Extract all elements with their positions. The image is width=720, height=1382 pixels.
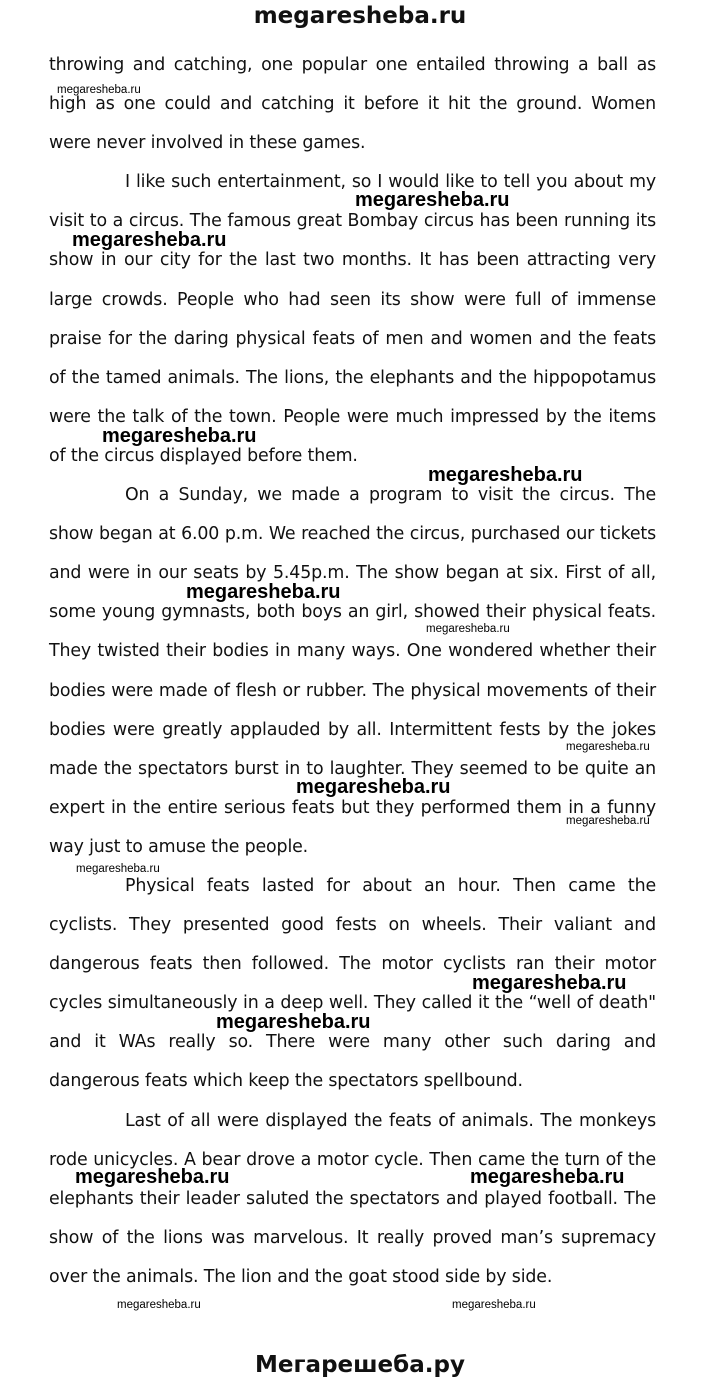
watermark: megaresheba.ru [428,464,583,486]
watermark: megaresheba.ru [472,972,627,994]
watermark: megaresheba.ru [566,741,650,753]
site-header: megaresheba.ru [253,3,467,29]
watermark: megaresheba.ru [566,815,650,827]
paragraph-games: throwing and catching, one popular one entailed throwing a ball as high as one could and catching it before it hit the ground. Women were never involved in these games. [49,55,656,154]
watermark: megaresheba.ru [186,581,341,603]
watermark: megaresheba.ru [72,229,227,251]
watermark: megaresheba.ru [296,776,451,798]
paragraph-cyclists: Physical feats lasted for about an hour. Then came the cyclists. They presented good fests on wheels. Their valiant and dangerous feats then followed. The motor cyclists ran their motor cycles simultaneously in a deep well. They called it the “well of death" and it WAs really so. There were many other such daring and dangerous feats which keep the spectators spellbound. [49,875,656,1092]
watermark: megaresheba.ru [216,1011,371,1033]
paragraph-sunday-visit: On a Sunday, we made a program to visit the circus. The show began at 6.00 p.m. We reached the circus, purchased our tickets and were in our seats by 5.45p.m. The show began at six. First of all, some young gymnasts, both boys an girl, showed their physical feats. They twisted their bodies in many ways. One wondered whether their bodies were made of flesh or rubber. The physical movements of their bodies were greatly applauded by all. Intermittent fests by the jokes made the spectators burst in to laughter. They seemed to be quite an expert in the entire serious feats but they performed them in a funny way just to amuse the people. [49,485,656,857]
watermark: megaresheba.ru [452,1299,536,1311]
watermark: megaresheba.ru [57,84,141,96]
watermark: megaresheba.ru [76,863,160,875]
watermark: megaresheba.ru [102,425,257,447]
watermark: megaresheba.ru [470,1166,625,1188]
site-footer: Мегарешеба.ру [255,1352,465,1378]
watermark: megaresheba.ru [75,1166,230,1188]
watermark: megaresheba.ru [117,1299,201,1311]
watermark: megaresheba.ru [355,189,510,211]
paragraph-circus-intro: I like such entertainment, so I would like to tell you about my visit to a circus. The famous great Bombay circus has been running its show in our city for the last two months. It has been attracting very large crowds. People who had seen its show were full of immense praise for the daring physical feats of men and women and the feats of the tamed animals. The lions, the elephants and the hippopotamus were the talk of the town. People were much impressed by the items of the circus displayed before them. [49,172,656,466]
paragraph-animals: Last of all were displayed the feats of animals. The monkeys rode unicycles. A bear drove a motor cycle. Then came the turn of the elephants their leader saluted the spectators and played football. The show of the lions was marvelous. It really proved man’s supremacy over the animals. The lion and the goat stood side by side. [49,1110,656,1287]
watermark: megaresheba.ru [426,623,510,635]
